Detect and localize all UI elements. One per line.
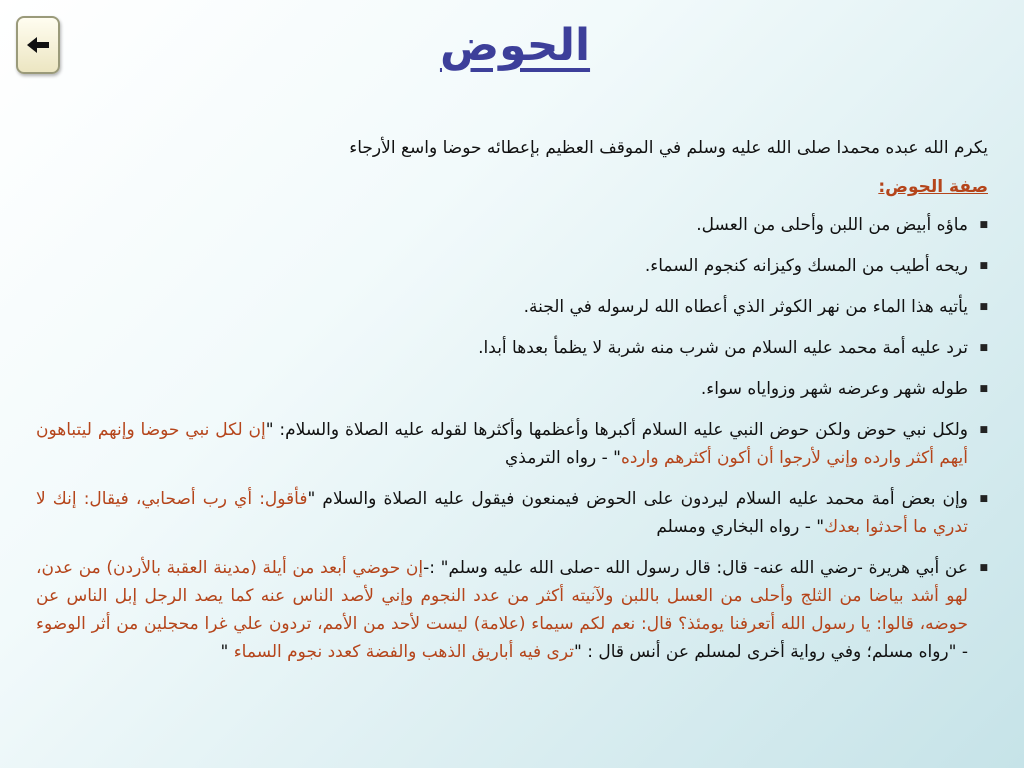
hadith-quote: ترى فيه أباريق الذهب والفضة كعدد نجوم السماء	[233, 642, 574, 662]
hadith-quote: إن حوضي أبعد من أيلة (مدينة العقبة بالأردن) من عدن، لهو أشد بياضا من الثلج وأحلى من العسل باللبن ولآنيته أكثر من عدد النجوم وإني لأصد الناس عنه كما يصد الرجل إبل الناس عن حوضه، قالوا: يا رسول الله أتعرفنا يومئذ؟ قال: نعم لكم سيماء (علامة) ليست لأحد من الأمم، تردون علي غرا محجلين من أثر الوضوء	[36, 558, 968, 634]
item-text: ولكل نبي حوض ولكن حوض النبي عليه السلام أكبرها وأعظمها وأكثرها لقوله عليه الصلاة والسلام: "	[265, 420, 969, 440]
item-text: " - رواه البخاري ومسلم	[656, 517, 825, 537]
item-text: ماؤه أبيض من اللبن وأحلى من العسل.	[696, 215, 968, 235]
list-item	[36, 293, 988, 321]
list-item	[36, 375, 988, 403]
list-item	[36, 252, 988, 280]
hadith-quote: إن لكل نبي حوضا وإنهم ليتباهون أيهم أكثر وارده وإني لأرجوا أن أكون أكثرهم وارده	[36, 420, 968, 468]
item-text: ريحه أطيب من المسك وكيزانه كنجوم السماء.	[644, 256, 968, 276]
bullet-list	[36, 211, 988, 666]
item-text: "	[220, 642, 234, 662]
item-text: - "رواه مسلم؛ وفي رواية أخرى لمسلم عن أنس قال : "	[573, 642, 968, 662]
hadith-quote: فأقول: أي رب أصحابي، فيقال: إنك لا تدري ما أحدثوا بعدك	[36, 489, 968, 537]
content-area	[36, 136, 988, 679]
page-title: الحوض	[439, 20, 591, 71]
item-text: " - رواه الترمذي	[504, 448, 621, 468]
list-item	[36, 211, 988, 239]
section-heading: صفة الحوض:	[878, 177, 988, 197]
list-item	[36, 334, 988, 362]
back-button[interactable]	[16, 16, 60, 74]
intro-text: يكرم الله عبده محمدا صلى الله عليه وسلم في الموقف العظيم بإعطائه حوضا واسع الأرجاء	[349, 138, 988, 158]
item-text: ترد عليه أمة محمد عليه السلام من شرب منه شربة لا يظمأ بعدها أبدا.	[478, 338, 968, 358]
item-text: عن أبي هريرة -رضي الله عنه- قال: قال رسول الله -صلى الله عليه وسلم" :-	[423, 558, 968, 578]
list-item	[36, 416, 988, 472]
list-item	[36, 554, 988, 666]
item-text: يأتيه هذا الماء من نهر الكوثر الذي أعطاه الله لرسوله في الجنة.	[523, 297, 968, 317]
back-arrow-icon	[25, 35, 51, 55]
list-item	[36, 485, 988, 541]
item-text: طوله شهر وعرضه شهر وزواياه سواء.	[700, 379, 968, 399]
item-text: وإن بعض أمة محمد عليه السلام ليردون على الحوض فيمنعون فيقول عليه الصلاة والسلام "	[307, 489, 968, 509]
